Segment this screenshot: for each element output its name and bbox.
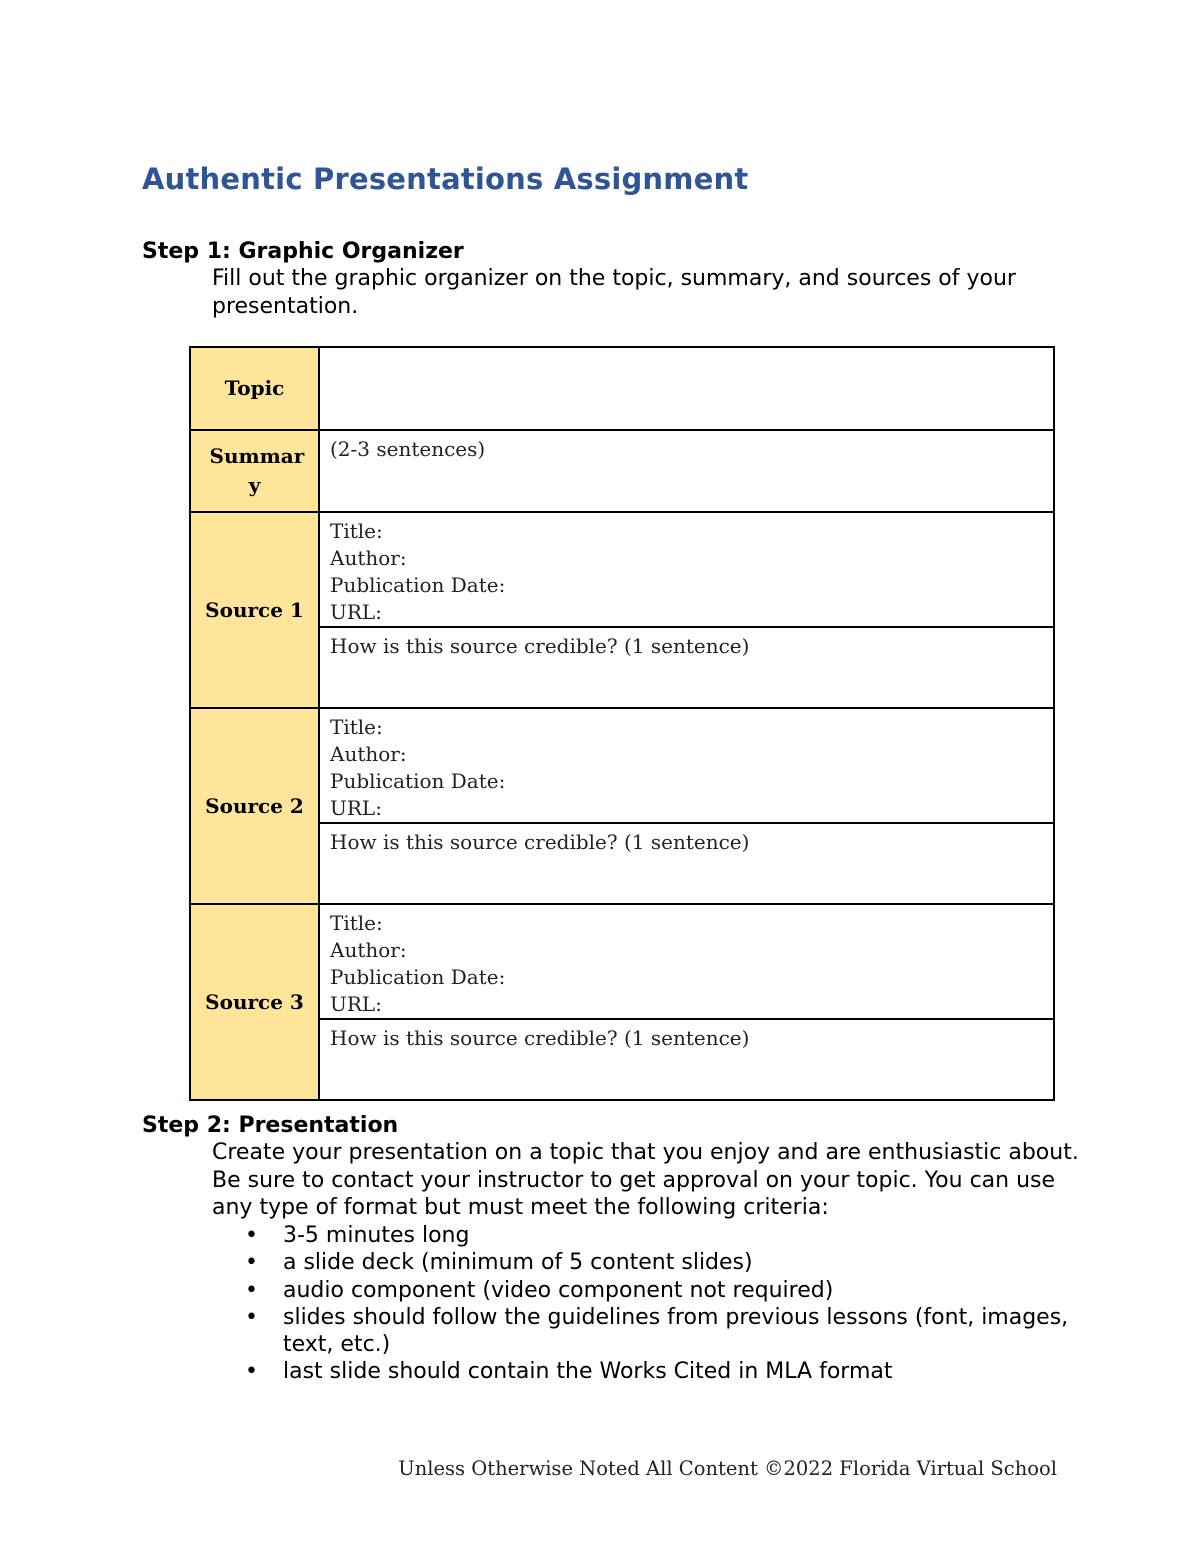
bullet-icon: •: [245, 1359, 258, 1385]
source-3-date: Publication Date:: [330, 965, 506, 989]
source-1-title: Title:: [330, 519, 383, 543]
topic-field[interactable]: [319, 347, 1054, 430]
summary-field[interactable]: [319, 430, 1054, 512]
summary-label: [190, 430, 319, 512]
source-1-author: Author:: [330, 546, 407, 570]
step1-instructions: Fill out the graphic organizer on the topic, summary, and sources of your presentation.: [212, 266, 1016, 319]
criterion-text: 3-5 minutes long: [283, 1223, 470, 1248]
source-2-credibility-prompt: How is this source credible? (1 sentence): [330, 830, 750, 854]
list-item: [212, 1222, 1082, 1249]
criterion-text: a slide deck (minimum of 5 content slides): [283, 1250, 753, 1276]
document-title: Authentic Presentations Assignment: [142, 162, 749, 196]
source-2-date: Publication Date:: [330, 769, 506, 793]
source-2-info-row: [190, 708, 1054, 823]
list-item: [212, 1304, 1082, 1359]
summary-label-text: Summar y: [209, 444, 305, 497]
summary-row: [190, 430, 1054, 512]
source-3-author: Author:: [330, 938, 407, 962]
bullet-icon: •: [245, 1304, 258, 1330]
bullet-icon: •: [245, 1250, 258, 1276]
source-2-credibility-row: [190, 823, 1054, 904]
bullet-icon: •: [245, 1223, 258, 1248]
list-item: [212, 1249, 1082, 1276]
criterion-text: last slide should contain the Works Cited in MLA format: [283, 1359, 893, 1385]
source-2-author: Author:: [330, 742, 407, 766]
source-2-label: Source 2: [190, 708, 319, 904]
list-item: [212, 1277, 1082, 1304]
source-3-credibility-row: [190, 1019, 1054, 1100]
step2-heading: Step 2: Presentation: [142, 1113, 399, 1138]
topic-row: [190, 347, 1054, 430]
source-1-credibility-field[interactable]: [319, 627, 1054, 708]
source-3-info-row: [190, 904, 1054, 1019]
copyright-footer: Unless Otherwise Noted All Content ©2022 Florida Virtual School: [398, 1457, 1057, 1480]
summary-hint: (2-3 sentences): [330, 437, 486, 461]
source-2-url: URL:: [330, 796, 382, 820]
topic-label: Topic: [190, 347, 319, 430]
criteria-list: [212, 1222, 1082, 1386]
source-3-title: Title:: [330, 911, 383, 935]
source-1-label: Source 1: [190, 512, 319, 708]
source-3-label: Source 3: [190, 904, 319, 1100]
source-1-credibility-prompt: How is this source credible? (1 sentence): [330, 634, 750, 658]
source-2-title: Title:: [330, 715, 383, 739]
bullet-icon: •: [245, 1277, 258, 1303]
source-3-credibility-field[interactable]: [319, 1019, 1054, 1100]
source-1-info-field[interactable]: [319, 512, 1054, 627]
source-1-url: URL:: [330, 600, 382, 624]
source-3-credibility-prompt: How is this source credible? (1 sentence): [330, 1026, 750, 1050]
list-item: [212, 1358, 1082, 1385]
source-2-info-field[interactable]: [319, 708, 1054, 823]
source-1-info-row: [190, 512, 1054, 627]
graphic-organizer-table: [189, 346, 1055, 1101]
step1-heading: Step 1: Graphic Organizer: [142, 239, 464, 264]
criterion-text: audio component (video component not required): [283, 1277, 834, 1303]
source-2-credibility-field[interactable]: [319, 823, 1054, 904]
source-3-info-field[interactable]: [319, 904, 1054, 1019]
step2-instructions: Create your presentation on a topic that you enjoy and are enthusiastic about. Be sure to contact your instructor to get approval on your topic. You can use any type of format but must meet the following criteria:: [212, 1140, 1079, 1220]
source-1-credibility-row: [190, 627, 1054, 708]
source-3-url: URL:: [330, 992, 382, 1016]
source-1-date: Publication Date:: [330, 573, 506, 597]
criterion-text: slides should follow the guidelines from previous lessons (font, images, text, etc.): [283, 1304, 1069, 1358]
